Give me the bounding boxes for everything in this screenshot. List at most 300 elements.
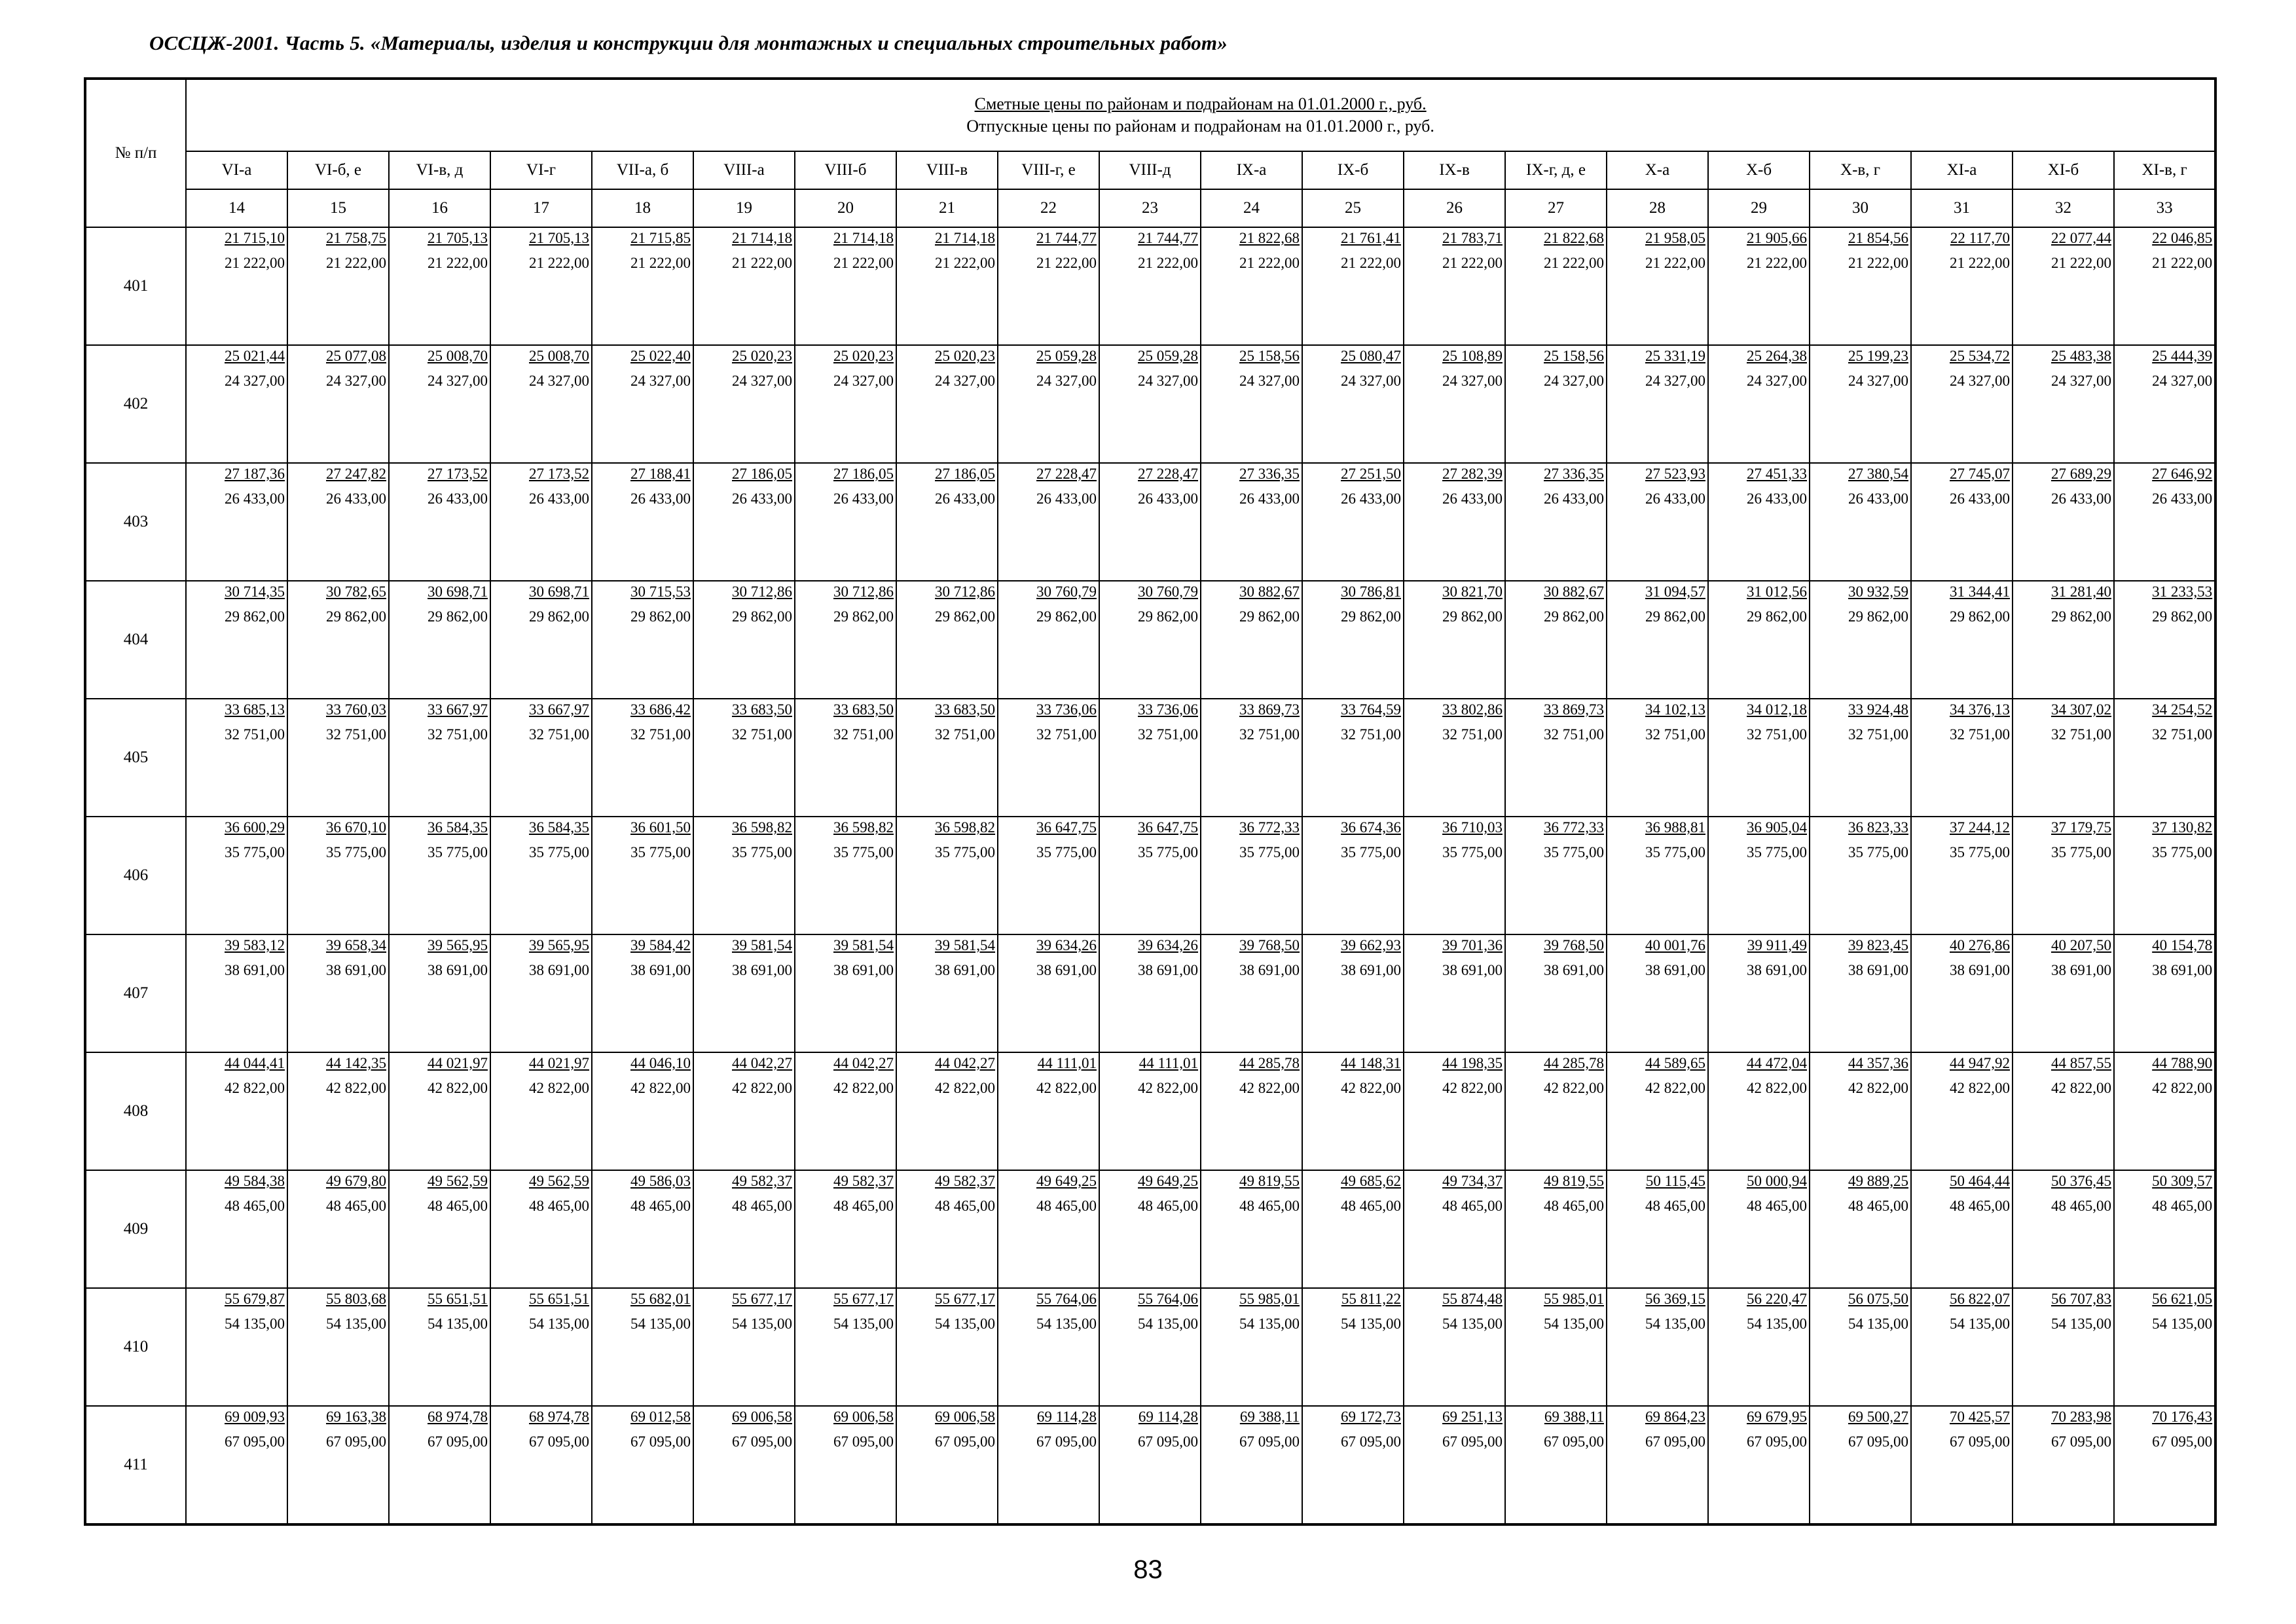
release-price: 26 433,00 xyxy=(1036,490,1097,507)
price-cell xyxy=(998,227,1099,345)
estimate-price: 40 154,78 xyxy=(2152,937,2213,953)
estimate-price: 55 677,17 xyxy=(732,1291,792,1307)
release-price: 29 862,00 xyxy=(225,608,285,625)
price-cell xyxy=(1911,581,2013,699)
release-price: 42 822,00 xyxy=(1442,1080,1503,1096)
estimate-price: 44 111,01 xyxy=(1139,1055,1198,1071)
price-cell xyxy=(1201,817,1302,934)
release-price: 42 822,00 xyxy=(2051,1080,2111,1096)
estimate-price: 69 388,11 xyxy=(1239,1409,1300,1425)
release-price: 38 691,00 xyxy=(529,962,589,978)
release-price: 54 135,00 xyxy=(1239,1316,1300,1332)
price-cell xyxy=(2013,1288,2114,1406)
region-header: VIII-а xyxy=(693,151,795,189)
estimate-price: 30 714,35 xyxy=(225,583,285,600)
row-number: 411 xyxy=(85,1406,186,1524)
release-price: 21 222,00 xyxy=(2152,255,2213,271)
estimate-price: 34 376,13 xyxy=(1950,701,2010,718)
estimate-price: 44 357,36 xyxy=(1848,1055,1908,1071)
price-cell xyxy=(1810,1406,1911,1524)
region-header: VI-б, е xyxy=(287,151,389,189)
release-price: 35 775,00 xyxy=(529,844,589,860)
release-price: 42 822,00 xyxy=(1747,1080,1807,1096)
estimate-price: 55 985,01 xyxy=(1239,1291,1300,1307)
release-price: 26 433,00 xyxy=(833,490,894,507)
estimate-price: 55 682,01 xyxy=(630,1291,691,1307)
estimate-price: 56 822,07 xyxy=(1950,1291,2010,1307)
estimate-price: 27 251,50 xyxy=(1341,466,1401,482)
release-price: 35 775,00 xyxy=(428,844,488,860)
release-price: 32 751,00 xyxy=(1341,726,1401,743)
release-price: 48 465,00 xyxy=(326,1198,386,1214)
estimate-price: 34 102,13 xyxy=(1645,701,1705,718)
estimate-price: 56 075,50 xyxy=(1848,1291,1908,1307)
price-cell xyxy=(795,463,896,581)
release-price: 21 222,00 xyxy=(1341,255,1401,271)
price-cell xyxy=(1810,581,1911,699)
estimate-price: 36 598,82 xyxy=(732,819,792,836)
release-price: 35 775,00 xyxy=(1544,844,1604,860)
estimate-price: 33 869,73 xyxy=(1239,701,1300,718)
release-price: 48 465,00 xyxy=(833,1198,894,1214)
estimate-price: 56 621,05 xyxy=(2152,1291,2213,1307)
estimate-price: 30 698,71 xyxy=(428,583,488,600)
estimate-price: 56 220,47 xyxy=(1747,1291,1807,1307)
release-price: 26 433,00 xyxy=(1950,490,2010,507)
column-number: 25 xyxy=(1302,189,1404,227)
estimate-price: 56 707,83 xyxy=(2051,1291,2111,1307)
table-row xyxy=(85,227,2215,345)
estimate-price: 27 188,41 xyxy=(630,466,691,482)
release-price: 54 135,00 xyxy=(1544,1316,1604,1332)
release-price: 24 327,00 xyxy=(935,373,995,389)
estimate-price: 44 042,27 xyxy=(833,1055,894,1071)
estimate-price: 31 281,40 xyxy=(2051,583,2111,600)
estimate-price: 33 760,03 xyxy=(326,701,386,718)
release-price: 67 095,00 xyxy=(1747,1433,1807,1450)
price-cell xyxy=(1099,699,1201,817)
price-cell xyxy=(186,227,287,345)
estimate-price: 33 802,86 xyxy=(1442,701,1503,718)
release-price: 35 775,00 xyxy=(1138,844,1198,860)
release-price: 29 862,00 xyxy=(935,608,995,625)
price-cell xyxy=(693,1052,795,1170)
estimate-price: 27 451,33 xyxy=(1747,466,1807,482)
estimate-price: 25 020,23 xyxy=(833,348,894,364)
price-cell xyxy=(896,1406,998,1524)
estimate-price: 39 581,54 xyxy=(833,937,894,953)
estimate-price: 36 710,03 xyxy=(1442,819,1503,836)
estimate-price: 55 764,06 xyxy=(1138,1291,1198,1307)
estimate-price: 36 647,75 xyxy=(1036,819,1097,836)
release-price: 35 775,00 xyxy=(1442,844,1503,860)
row-number: 408 xyxy=(85,1052,186,1170)
row-number: 401 xyxy=(85,227,186,345)
region-header: VII-а, б xyxy=(592,151,693,189)
estimate-price: 21 761,41 xyxy=(1341,230,1401,246)
release-price: 42 822,00 xyxy=(1341,1080,1401,1096)
release-price: 67 095,00 xyxy=(1544,1433,1604,1450)
estimate-price: 39 662,93 xyxy=(1341,937,1401,953)
release-price: 21 222,00 xyxy=(1036,255,1097,271)
release-price: 26 433,00 xyxy=(732,490,792,507)
estimate-price: 25 158,56 xyxy=(1544,348,1604,364)
estimate-price: 69 114,28 xyxy=(1036,1409,1097,1425)
estimate-price: 36 772,33 xyxy=(1544,819,1604,836)
estimate-price: 30 786,81 xyxy=(1341,583,1401,600)
price-cell xyxy=(2114,699,2215,817)
estimate-price: 27 228,47 xyxy=(1036,466,1097,482)
price-cell xyxy=(186,1288,287,1406)
table-row xyxy=(85,1406,2215,1524)
release-price: 35 775,00 xyxy=(225,844,285,860)
estimate-price: 36 600,29 xyxy=(225,819,285,836)
price-cell xyxy=(998,463,1099,581)
release-price: 48 465,00 xyxy=(630,1198,691,1214)
price-cell xyxy=(2013,581,2114,699)
price-cell xyxy=(287,1406,389,1524)
estimate-price: 25 020,23 xyxy=(732,348,792,364)
price-cell xyxy=(1302,699,1404,817)
price-cell xyxy=(1201,1052,1302,1170)
estimate-price: 49 562,59 xyxy=(529,1173,589,1189)
estimate-price: 25 264,38 xyxy=(1747,348,1807,364)
column-number: 30 xyxy=(1810,189,1911,227)
release-price: 26 433,00 xyxy=(225,490,285,507)
estimate-price: 27 282,39 xyxy=(1442,466,1503,482)
release-price: 38 691,00 xyxy=(428,962,488,978)
release-price: 67 095,00 xyxy=(833,1433,894,1450)
release-price: 42 822,00 xyxy=(1544,1080,1604,1096)
estimate-price: 69 679,95 xyxy=(1747,1409,1807,1425)
price-cell xyxy=(2114,1406,2215,1524)
price-cell xyxy=(592,1406,693,1524)
release-price: 54 135,00 xyxy=(833,1316,894,1332)
price-cell xyxy=(1607,699,1708,817)
release-price: 67 095,00 xyxy=(225,1433,285,1450)
estimate-price: 44 472,04 xyxy=(1747,1055,1807,1071)
release-price: 24 327,00 xyxy=(1544,373,1604,389)
release-price: 29 862,00 xyxy=(428,608,488,625)
estimate-price: 25 483,38 xyxy=(2051,348,2111,364)
price-cell xyxy=(1708,1288,1810,1406)
release-price: 26 433,00 xyxy=(326,490,386,507)
estimate-price: 37 179,75 xyxy=(2051,819,2111,836)
release-price: 54 135,00 xyxy=(1645,1316,1705,1332)
region-header: XI-в, г xyxy=(2114,151,2215,189)
release-price: 38 691,00 xyxy=(833,962,894,978)
release-price: 26 433,00 xyxy=(1747,490,1807,507)
release-price: 26 433,00 xyxy=(428,490,488,507)
price-cell xyxy=(389,227,490,345)
estimate-price: 39 584,42 xyxy=(630,937,691,953)
estimate-price: 36 584,35 xyxy=(529,819,589,836)
estimate-price: 39 823,45 xyxy=(1848,937,1908,953)
estimate-price: 50 115,45 xyxy=(1645,1173,1705,1189)
price-cell xyxy=(2114,1170,2215,1288)
estimate-price: 50 464,44 xyxy=(1950,1173,2010,1189)
estimate-price: 44 142,35 xyxy=(326,1055,386,1071)
release-price: 48 465,00 xyxy=(225,1198,285,1214)
estimate-price: 39 581,54 xyxy=(732,937,792,953)
price-cell xyxy=(998,1288,1099,1406)
document-header: ОССЦЖ-2001. Часть 5. «Материалы, изделия и конструкции для монтажных и специальных строительных работ» xyxy=(149,31,1228,54)
price-cell xyxy=(998,345,1099,463)
column-number: 33 xyxy=(2114,189,2215,227)
estimate-price: 69 006,58 xyxy=(732,1409,792,1425)
release-price: 67 095,00 xyxy=(935,1433,995,1450)
release-price: 35 775,00 xyxy=(2051,844,2111,860)
release-price: 67 095,00 xyxy=(1138,1433,1198,1450)
price-cell xyxy=(1607,817,1708,934)
price-cell xyxy=(287,699,389,817)
release-price: 67 095,00 xyxy=(2051,1433,2111,1450)
price-cell xyxy=(1607,934,1708,1052)
estimate-price: 30 712,86 xyxy=(833,583,894,600)
price-cell xyxy=(998,817,1099,934)
estimate-price: 33 667,97 xyxy=(529,701,589,718)
release-price: 67 095,00 xyxy=(1239,1433,1300,1450)
price-cell xyxy=(1505,227,1607,345)
release-price: 32 751,00 xyxy=(1645,726,1705,743)
column-number: 19 xyxy=(693,189,795,227)
estimate-price: 27 745,07 xyxy=(1950,466,2010,482)
column-number: 29 xyxy=(1708,189,1810,227)
release-price: 32 751,00 xyxy=(1138,726,1198,743)
price-cell xyxy=(1911,699,2013,817)
estimate-price: 33 736,06 xyxy=(1036,701,1097,718)
estimate-price: 25 158,56 xyxy=(1239,348,1300,364)
estimate-price: 33 683,50 xyxy=(935,701,995,718)
estimate-price: 49 586,03 xyxy=(630,1173,691,1189)
table-row xyxy=(85,581,2215,699)
estimate-price: 44 021,97 xyxy=(428,1055,488,1071)
release-price: 21 222,00 xyxy=(428,255,488,271)
price-cell xyxy=(1404,1406,1505,1524)
release-price: 24 327,00 xyxy=(428,373,488,389)
estimate-price: 36 905,04 xyxy=(1747,819,1807,836)
release-price: 48 465,00 xyxy=(1239,1198,1300,1214)
price-cell xyxy=(1607,581,1708,699)
price-cell xyxy=(896,227,998,345)
price-cell xyxy=(389,463,490,581)
price-cell xyxy=(1099,817,1201,934)
estimate-price: 21 822,68 xyxy=(1544,230,1604,246)
estimate-price: 21 714,18 xyxy=(935,230,995,246)
estimate-price: 34 254,52 xyxy=(2152,701,2213,718)
estimate-price: 44 021,97 xyxy=(529,1055,589,1071)
price-cell xyxy=(896,581,998,699)
price-cell xyxy=(2114,1052,2215,1170)
estimate-price: 49 889,25 xyxy=(1848,1173,1908,1189)
price-cell xyxy=(795,817,896,934)
estimate-price: 21 854,56 xyxy=(1848,230,1908,246)
region-header: IX-в xyxy=(1404,151,1505,189)
price-cell xyxy=(592,1052,693,1170)
estimate-price: 31 233,53 xyxy=(2152,583,2213,600)
estimate-price: 49 582,37 xyxy=(935,1173,995,1189)
release-price: 48 465,00 xyxy=(1544,1198,1604,1214)
column-number: 16 xyxy=(389,189,490,227)
estimate-price: 39 581,54 xyxy=(935,937,995,953)
release-price: 21 222,00 xyxy=(1848,255,1908,271)
estimate-price: 44 148,31 xyxy=(1341,1055,1401,1071)
table-row xyxy=(85,345,2215,463)
price-cell xyxy=(287,581,389,699)
estimate-price: 30 712,86 xyxy=(732,583,792,600)
release-price: 21 222,00 xyxy=(935,255,995,271)
price-cell xyxy=(287,1170,389,1288)
release-price: 29 862,00 xyxy=(833,608,894,625)
column-number: 22 xyxy=(998,189,1099,227)
price-cell xyxy=(592,463,693,581)
release-price: 38 691,00 xyxy=(1036,962,1097,978)
release-price: 29 862,00 xyxy=(1442,608,1503,625)
estimate-price: 69 251,13 xyxy=(1442,1409,1503,1425)
estimate-price: 55 651,51 xyxy=(428,1291,488,1307)
estimate-price: 55 679,87 xyxy=(225,1291,285,1307)
release-price: 48 465,00 xyxy=(428,1198,488,1214)
estimate-price: 25 059,28 xyxy=(1138,348,1198,364)
price-cell xyxy=(2013,1406,2114,1524)
estimate-price: 33 683,50 xyxy=(833,701,894,718)
estimate-price: 39 583,12 xyxy=(225,937,285,953)
price-cell xyxy=(2013,934,2114,1052)
release-price: 54 135,00 xyxy=(1138,1316,1198,1332)
price-cell xyxy=(1708,699,1810,817)
release-price: 29 862,00 xyxy=(1544,608,1604,625)
price-cell xyxy=(2114,463,2215,581)
price-cell xyxy=(896,1170,998,1288)
price-cell xyxy=(490,345,592,463)
estimate-price: 27 186,05 xyxy=(935,466,995,482)
release-price: 32 751,00 xyxy=(326,726,386,743)
estimate-price: 37 130,82 xyxy=(2152,819,2213,836)
price-cell xyxy=(1810,227,1911,345)
price-cell xyxy=(693,463,795,581)
price-cell xyxy=(490,934,592,1052)
release-price: 24 327,00 xyxy=(1442,373,1503,389)
release-price: 21 222,00 xyxy=(732,255,792,271)
price-cell xyxy=(1810,1170,1911,1288)
price-cell xyxy=(1099,463,1201,581)
estimate-price: 25 020,23 xyxy=(935,348,995,364)
estimate-price: 25 022,40 xyxy=(630,348,691,364)
estimate-price: 55 803,68 xyxy=(326,1291,386,1307)
release-price: 54 135,00 xyxy=(1950,1316,2010,1332)
release-price: 32 751,00 xyxy=(2152,726,2213,743)
estimate-price: 69 500,27 xyxy=(1848,1409,1908,1425)
region-header: X-в, г xyxy=(1810,151,1911,189)
release-price: 42 822,00 xyxy=(1036,1080,1097,1096)
release-price: 21 222,00 xyxy=(326,255,386,271)
price-cell xyxy=(1708,817,1810,934)
price-cell xyxy=(795,1406,896,1524)
estimate-price: 31 094,57 xyxy=(1645,583,1705,600)
release-price: 24 327,00 xyxy=(1747,373,1807,389)
price-cell xyxy=(795,699,896,817)
price-cell xyxy=(592,699,693,817)
estimate-price: 27 689,29 xyxy=(2051,466,2111,482)
release-price: 48 465,00 xyxy=(1645,1198,1705,1214)
release-price: 54 135,00 xyxy=(1848,1316,1908,1332)
price-cell xyxy=(795,345,896,463)
column-number: 23 xyxy=(1099,189,1201,227)
release-price: 21 222,00 xyxy=(1442,255,1503,271)
estimate-price: 55 764,06 xyxy=(1036,1291,1097,1307)
release-price: 21 222,00 xyxy=(1138,255,1198,271)
region-header: VIII-д xyxy=(1099,151,1201,189)
price-cell xyxy=(186,345,287,463)
release-price: 26 433,00 xyxy=(1848,490,1908,507)
caption-estimate: Сметные цены по районам и подрайонам на 01.01.2000 г., руб. xyxy=(974,94,1427,113)
estimate-price: 44 044,41 xyxy=(225,1055,285,1071)
estimate-price: 55 985,01 xyxy=(1544,1291,1604,1307)
estimate-price: 25 331,19 xyxy=(1645,348,1705,364)
row-number: 405 xyxy=(85,699,186,817)
price-cell xyxy=(389,817,490,934)
estimate-price: 49 819,55 xyxy=(1544,1173,1604,1189)
price-cell xyxy=(1810,934,1911,1052)
price-cell xyxy=(1607,1406,1708,1524)
estimate-price: 21 714,18 xyxy=(833,230,894,246)
release-price: 54 135,00 xyxy=(428,1316,488,1332)
caption-row xyxy=(85,79,2215,151)
estimate-price: 44 589,65 xyxy=(1645,1055,1705,1071)
release-price: 67 095,00 xyxy=(2152,1433,2213,1450)
price-cell xyxy=(2114,581,2215,699)
estimate-price: 39 565,95 xyxy=(529,937,589,953)
price-cell xyxy=(1302,581,1404,699)
price-cell xyxy=(998,934,1099,1052)
price-cell xyxy=(896,699,998,817)
release-price: 67 095,00 xyxy=(326,1433,386,1450)
price-cell xyxy=(896,345,998,463)
release-price: 24 327,00 xyxy=(630,373,691,389)
estimate-price: 21 715,10 xyxy=(225,230,285,246)
price-cell xyxy=(1302,1288,1404,1406)
price-cell xyxy=(1911,1288,2013,1406)
estimate-price: 39 768,50 xyxy=(1544,937,1604,953)
price-cell xyxy=(1201,699,1302,817)
estimate-price: 39 565,95 xyxy=(428,937,488,953)
price-cell xyxy=(2013,1170,2114,1288)
region-header: IX-а xyxy=(1201,151,1302,189)
price-cell xyxy=(1810,817,1911,934)
release-price: 24 327,00 xyxy=(1239,373,1300,389)
release-price: 29 862,00 xyxy=(1747,608,1807,625)
release-price: 38 691,00 xyxy=(1341,962,1401,978)
price-cell xyxy=(186,1170,287,1288)
price-cell xyxy=(490,227,592,345)
price-cell xyxy=(896,817,998,934)
estimate-price: 44 285,78 xyxy=(1239,1055,1300,1071)
estimate-price: 30 882,67 xyxy=(1239,583,1300,600)
price-cell xyxy=(693,699,795,817)
release-price: 67 095,00 xyxy=(1950,1433,2010,1450)
estimate-price: 49 819,55 xyxy=(1239,1173,1300,1189)
release-price: 42 822,00 xyxy=(1239,1080,1300,1096)
release-price: 35 775,00 xyxy=(326,844,386,860)
estimate-price: 30 712,86 xyxy=(935,583,995,600)
row-number: 410 xyxy=(85,1288,186,1406)
release-price: 21 222,00 xyxy=(1645,255,1705,271)
estimate-price: 21 783,71 xyxy=(1442,230,1503,246)
release-price: 42 822,00 xyxy=(732,1080,792,1096)
price-cell xyxy=(693,227,795,345)
price-cell xyxy=(2013,699,2114,817)
column-number-row xyxy=(85,189,2215,227)
